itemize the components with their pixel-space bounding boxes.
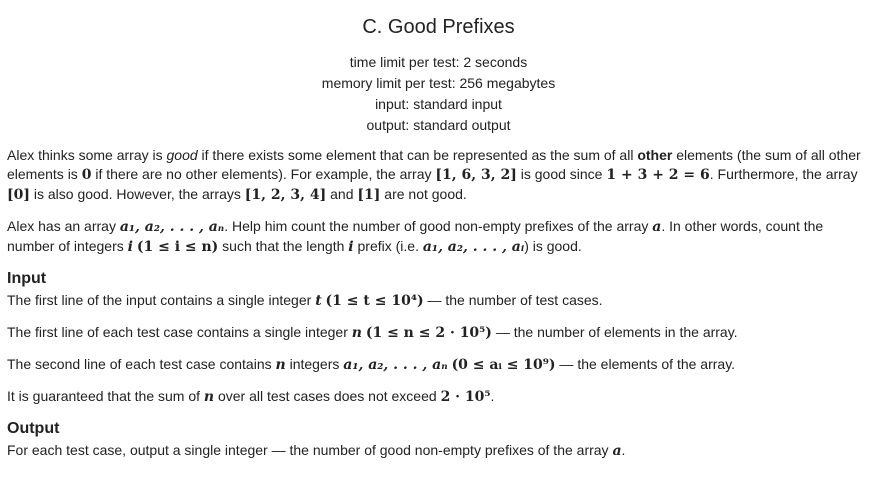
text: — the number of test cases. bbox=[423, 292, 603, 308]
math-sum-equation: 1 + 3 + 2 = 6 bbox=[606, 167, 710, 183]
emphasis-good: good bbox=[166, 147, 198, 163]
math-var-t: t bbox=[315, 293, 322, 309]
text: For each test case, output a single integer — the number of good non-empty prefixes of the array bbox=[7, 442, 613, 458]
math-constraint-a: (0 ≤ aᵢ ≤ 10⁹) bbox=[451, 357, 556, 373]
math-prefix: a₁, a₂, . . . , aᵢ bbox=[422, 239, 525, 255]
text: . bbox=[490, 388, 495, 404]
math-constraint-t: (1 ≤ t ≤ 10⁴) bbox=[325, 293, 424, 309]
text: is good since bbox=[516, 166, 607, 182]
output-spec: output: standard output bbox=[366, 117, 511, 133]
problem-statement bbox=[7, 146, 869, 473]
text: . bbox=[621, 442, 626, 458]
text: . In other words, count the number of integers bbox=[7, 218, 824, 254]
math-zero: 0 bbox=[81, 167, 92, 183]
text: The first line of the input contains a single integer bbox=[7, 292, 316, 308]
math-var-n: n bbox=[351, 325, 362, 341]
text: . Furthermore, the array bbox=[709, 166, 858, 182]
text: over all test cases does not exceed bbox=[214, 388, 441, 404]
math-sum-limit: 2 · 10⁵ bbox=[440, 389, 491, 405]
text: if there exists some element that can be represented as the sum of all bbox=[197, 147, 638, 163]
text: are not good. bbox=[380, 186, 467, 202]
text: It is guaranteed that the sum of bbox=[7, 388, 204, 404]
text: elements (the sum of all other elements is bbox=[7, 147, 861, 182]
input-line-4 bbox=[7, 387, 869, 407]
text: The second line of each test case contains bbox=[7, 356, 276, 372]
input-section-title: Input bbox=[7, 270, 47, 287]
text: prefix (i.e. bbox=[353, 238, 423, 254]
output-section-title: Output bbox=[7, 420, 60, 437]
math-constraint-n: (1 ≤ n ≤ 2 · 10⁵) bbox=[365, 325, 492, 341]
text: integers bbox=[285, 356, 344, 372]
text: Alex thinks some array is bbox=[7, 147, 167, 163]
math-var-i: i bbox=[348, 239, 354, 255]
math-example-array-4: [1] bbox=[357, 187, 381, 203]
text: The first line of each test case contains a single integer bbox=[7, 324, 352, 340]
math-var-i: i bbox=[127, 239, 133, 255]
input-line-2 bbox=[7, 323, 869, 343]
statement-paragraph-1 bbox=[7, 146, 869, 205]
text: if there are no other elements). For example, the array bbox=[91, 166, 436, 182]
time-limit: time limit per test: 2 seconds bbox=[349, 54, 528, 70]
math-array: a₁, a₂, . . . , aₙ bbox=[343, 357, 448, 373]
math-example-array-2: [0] bbox=[7, 187, 30, 203]
problem-header bbox=[0, 0, 877, 136]
math-var-n: n bbox=[275, 357, 286, 373]
input-line-1 bbox=[7, 291, 869, 311]
memory-limit: memory limit per test: 256 megabytes bbox=[321, 75, 556, 91]
bold-other: other bbox=[637, 147, 673, 163]
text: is also good. However, the arrays bbox=[30, 186, 245, 202]
input-spec: input: standard input bbox=[375, 96, 502, 112]
text: Alex has an array bbox=[7, 218, 120, 234]
math-var-n: n bbox=[203, 389, 215, 405]
input-line-3 bbox=[7, 355, 869, 375]
output-line-1 bbox=[7, 441, 869, 461]
math-var-a: a bbox=[652, 219, 662, 235]
math-array: a₁, a₂, . . . , aₙ bbox=[119, 219, 225, 235]
text: ) is good. bbox=[524, 238, 582, 254]
math-example-array-3: [1, 2, 3, 4] bbox=[244, 187, 327, 203]
math-range: (1 ≤ i ≤ n) bbox=[136, 239, 219, 255]
text: — the number of elements in the array. bbox=[491, 324, 738, 340]
text: — the elements of the array. bbox=[555, 356, 736, 372]
math-var-a: a bbox=[612, 443, 622, 459]
text: . Help him count the number of good non-empty prefixes of the array bbox=[224, 218, 653, 234]
text: such that the length bbox=[218, 238, 349, 254]
problem-title: C. Good Prefixes bbox=[362, 16, 515, 38]
text: and bbox=[326, 186, 358, 202]
statement-paragraph-2 bbox=[7, 217, 869, 257]
math-example-array-1: [1, 6, 3, 2] bbox=[435, 167, 517, 183]
